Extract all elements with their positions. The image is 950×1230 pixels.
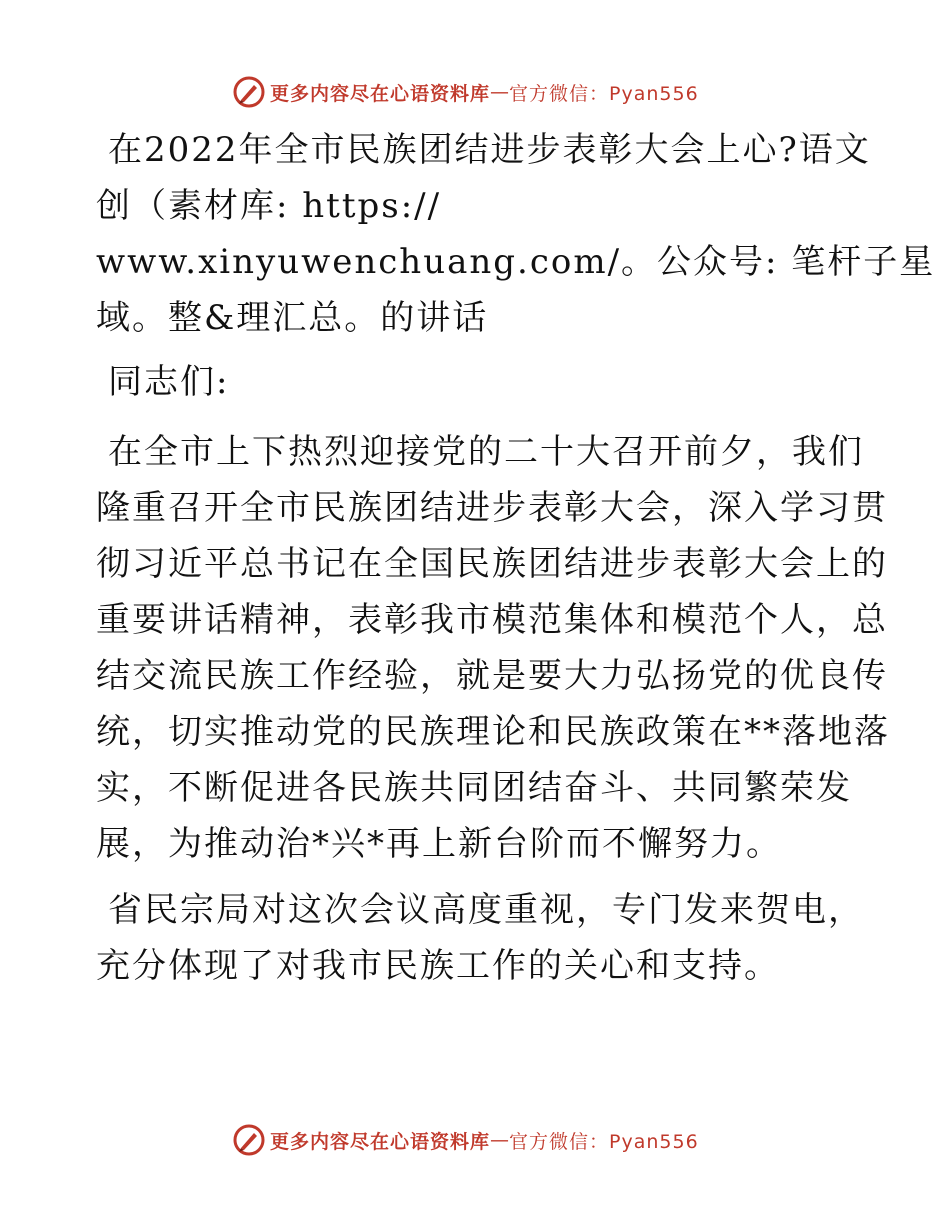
paragraph-line: 实，不断促进各民族共同团结奋斗、共同繁荣发 — [96, 768, 852, 808]
salutation-text: 同志们: — [108, 362, 230, 402]
paragraph-line: 在全市上下热烈迎接党的二十大召开前夕，我们 — [108, 432, 864, 472]
paragraph-line: 结交流民族工作经验，就是要大力弘扬党的优良传 — [96, 656, 888, 696]
pen-circle-logo-icon — [232, 75, 266, 109]
banner-dash: — — [490, 1129, 510, 1151]
footer-banner — [232, 1120, 699, 1160]
paragraph-line: 彻习近平总书记在全国民族团结进步表彰大会上的 — [96, 544, 888, 584]
title-line: 创（素材库: https:// — [96, 186, 442, 226]
salutation — [96, 354, 856, 410]
paragraph-line: 展，为推动治*兴*再上新台阶而不懈努力。 — [96, 824, 782, 864]
banner-wechat: 官方微信：Pyan556 — [509, 82, 699, 105]
title-line: 在2022年全市民族团结进步表彰大会上心?语文 — [108, 130, 871, 170]
paragraph-2 — [96, 882, 864, 994]
banner-text: 更多内容尽在心语资料库 — [270, 1130, 491, 1153]
paragraph-line: 统，切实推动党的民族理论和民族政策在**落地落 — [96, 712, 890, 752]
paragraph-line: 充分体现了对我市民族工作的关心和支持。 — [96, 946, 780, 986]
paragraph-line: 隆重召开全市民族团结进步表彰大会，深入学习贯 — [96, 488, 888, 528]
paragraph-line: 重要讲话精神，表彰我市模范集体和模范个人，总 — [96, 600, 888, 640]
speech-title — [96, 122, 936, 346]
banner-dash: — — [490, 81, 510, 103]
title-line: www.xinyuwenchuang.com/。公众号: 笔杆子星 — [96, 242, 936, 282]
pen-circle-logo-icon — [232, 1123, 266, 1157]
banner-text: 更多内容尽在心语资料库 — [270, 82, 491, 105]
header-banner — [232, 72, 699, 112]
document-body — [96, 122, 936, 1004]
paragraph-line: 省民宗局对这次会议高度重视，专门发来贺电， — [108, 890, 864, 930]
title-line: 域。整&理汇总。的讲话 — [96, 298, 489, 338]
banner-wechat: 官方微信：Pyan556 — [509, 1130, 699, 1153]
paragraph-1 — [96, 424, 890, 872]
